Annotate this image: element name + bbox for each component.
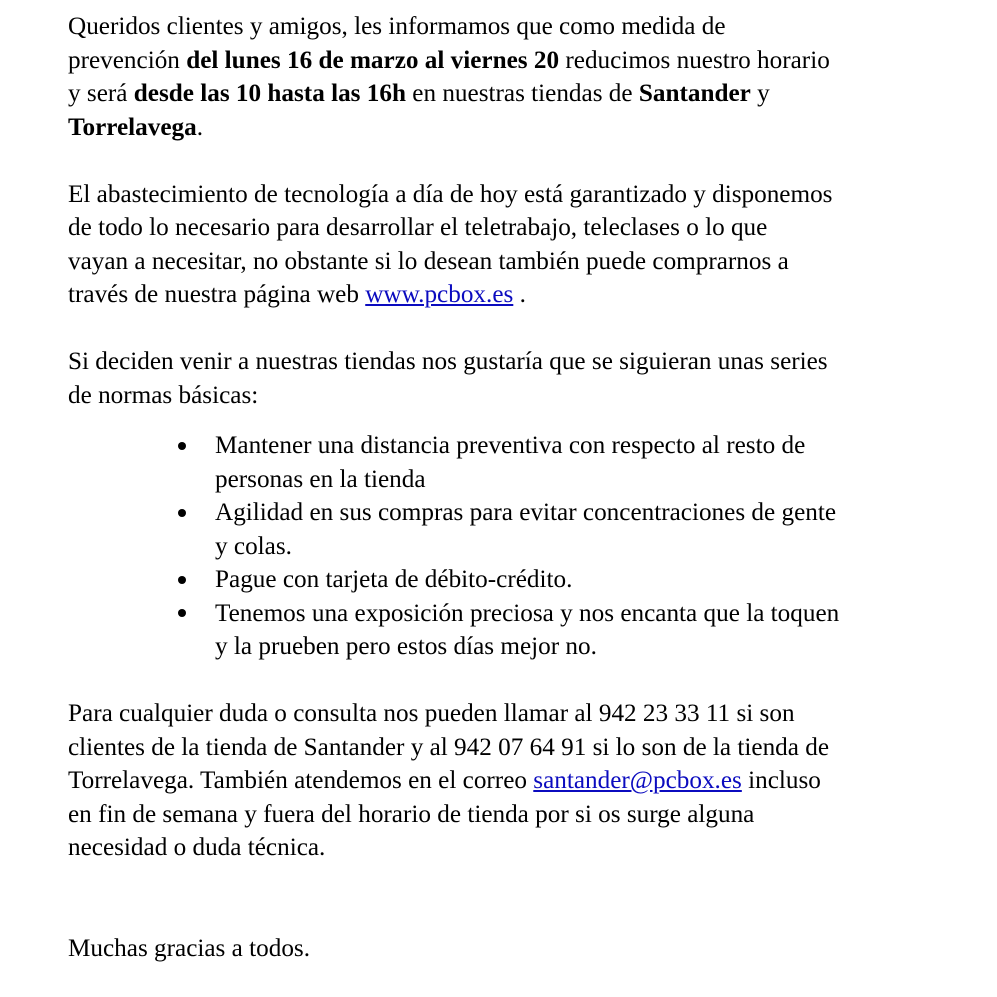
bullet-icon bbox=[178, 597, 198, 631]
paragraph-gap bbox=[68, 865, 968, 899]
paragraph-gap bbox=[68, 664, 968, 698]
text-line: El abastecimiento de tecnología a día de hoy está garantizado y disponemos bbox=[68, 180, 833, 208]
text-line: en fin de semana y fuera del horario de tienda por si os surge alguna bbox=[68, 800, 755, 828]
text-line: y será desde las 10 hasta las 16h en nuestras tiendas de Santander y bbox=[68, 80, 770, 107]
list-item: Tenemos una exposición preciosa y nos encanta que la toquen y la prueben pero estos días mejor no. bbox=[68, 597, 968, 664]
text-line: clientes de la tienda de Santander y al 942 07 64 91 si lo son de la tienda de bbox=[68, 733, 830, 761]
paragraph-supply bbox=[68, 178, 968, 312]
text-line: prevención del lunes 16 de marzo al viernes 20 reducimos nuestro horario bbox=[68, 46, 830, 74]
text-line: través de nuestra página web www.pcbox.es . bbox=[68, 281, 526, 308]
text-line: necesidad o duda técnica. bbox=[68, 834, 326, 861]
text-line: Si deciden venir a nuestras tiendas nos gustaría que se siguieran unas series bbox=[68, 348, 828, 375]
dates-bold: del lunes 16 de marzo al viernes 20 bbox=[186, 46, 560, 74]
bullet-icon bbox=[178, 496, 198, 530]
text-line: Torrelavega. bbox=[68, 113, 204, 141]
closing-line: Muchas gracias a todos. bbox=[68, 934, 311, 962]
email-link[interactable]: santander@pcbox.es bbox=[533, 767, 742, 794]
bullet-icon bbox=[178, 429, 198, 463]
paragraph-gap bbox=[68, 144, 968, 178]
paragraph-schedule bbox=[68, 10, 968, 144]
list-item: Mantener una distancia preventiva con respecto al resto de personas en la tienda bbox=[68, 429, 968, 496]
document-body bbox=[68, 10, 968, 965]
rules-list bbox=[68, 429, 968, 664]
paragraph-rules-intro bbox=[68, 345, 968, 412]
paragraph-contact bbox=[68, 697, 968, 865]
hours-bold: desde las 10 hasta las 16h bbox=[133, 80, 406, 107]
text-line: Queridos clientes y amigos, les informamos que como medida de bbox=[68, 13, 726, 40]
list-item: Pague con tarjeta de débito-crédito. bbox=[68, 563, 968, 597]
text-line: vayan a necesitar, no obstante si lo desean también puede comprarnos a bbox=[68, 247, 789, 275]
website-link[interactable]: www.pcbox.es bbox=[365, 281, 514, 308]
text-line: de todo lo necesario para desarrollar el teletrabajo, teleclases o lo que bbox=[68, 214, 768, 241]
text-line: Para cualquier duda o consulta nos pueden llamar al 942 23 33 11 si son bbox=[68, 700, 795, 727]
paragraph-gap bbox=[68, 312, 968, 346]
text-line: de normas básicas: bbox=[68, 381, 259, 409]
list-item: Agilidad en sus compras para evitar concentraciones de gente y colas. bbox=[68, 496, 968, 563]
store-torrelavega-bold: Torrelavega bbox=[68, 113, 197, 141]
paragraph-gap bbox=[68, 898, 968, 932]
text-line: Torrelavega. También atendemos en el correo santander@pcbox.es incluso bbox=[68, 767, 821, 794]
store-santander-bold: Santander bbox=[638, 80, 751, 107]
bullet-icon bbox=[178, 563, 198, 597]
